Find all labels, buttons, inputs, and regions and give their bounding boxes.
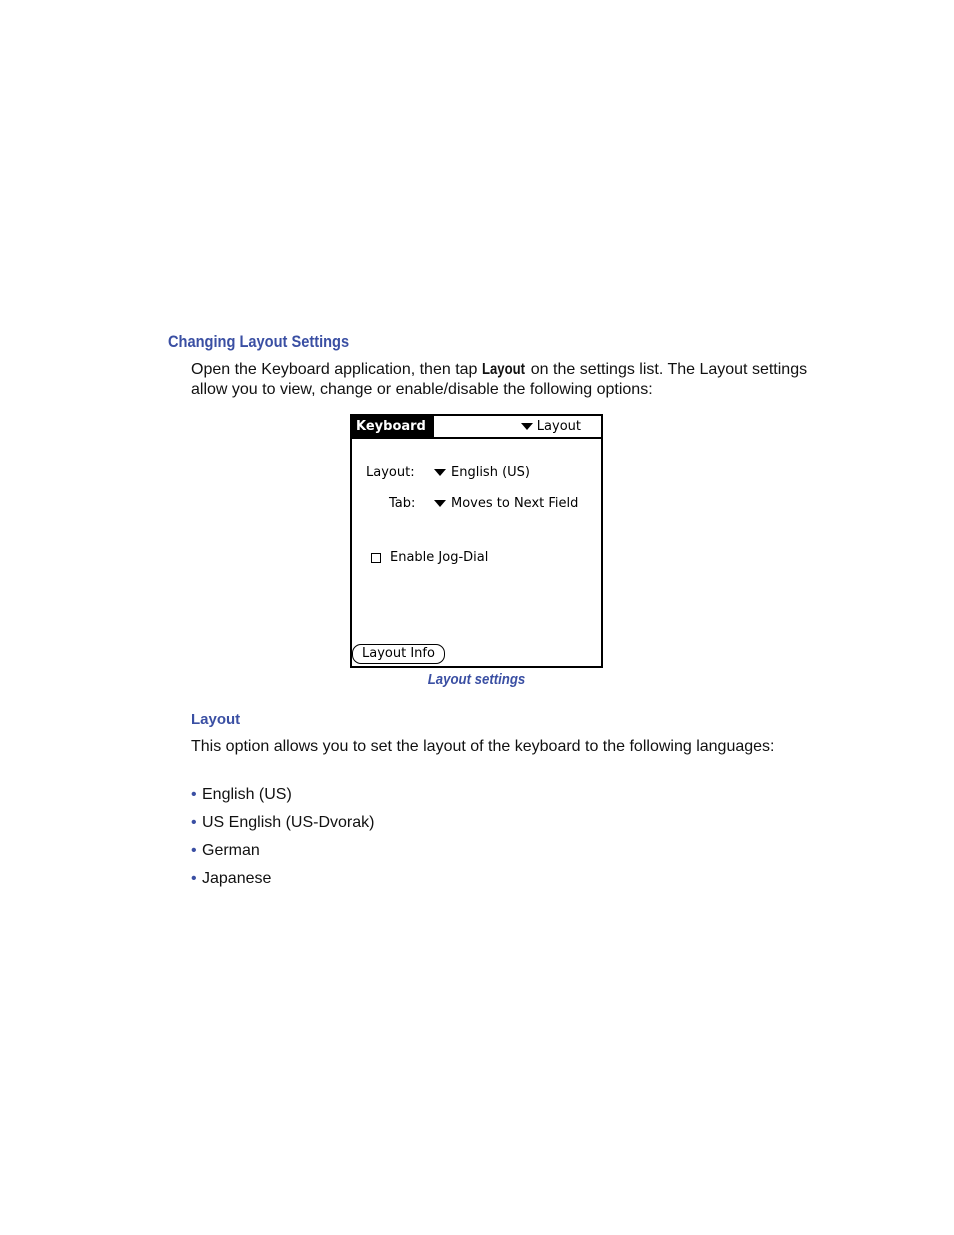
list-item	[191, 869, 374, 897]
dropdown-arrow-icon	[521, 423, 533, 430]
layout-info-button[interactable]: Layout Info	[352, 644, 445, 664]
figure-caption: Layout settings	[427, 671, 526, 688]
layout-picker[interactable]	[434, 465, 530, 480]
bullet-icon: •	[191, 842, 197, 859]
tab-label: Tab:	[389, 496, 416, 511]
jog-dial-checkbox[interactable]	[371, 553, 381, 563]
language-name: English (US)	[202, 786, 292, 803]
bullet-icon: •	[191, 786, 197, 803]
language-name: German	[202, 842, 260, 859]
screen-title-bar	[352, 416, 601, 439]
tab-row	[389, 496, 578, 511]
jog-dial-label: Enable Jog-Dial	[390, 550, 489, 565]
layout-row	[366, 465, 530, 480]
layout-keyword: Layout	[481, 361, 525, 378]
settings-menu-picker[interactable]	[521, 416, 581, 437]
bullet-icon: •	[191, 870, 197, 887]
intro-text-end: on the settings list. The Layout settings allow you to view, change or enable/disable the following options:	[191, 361, 808, 398]
section-heading: Changing Layout Settings	[168, 332, 350, 351]
layout-value: English (US)	[451, 465, 530, 480]
dropdown-arrow-icon	[434, 500, 446, 507]
tab-picker[interactable]	[434, 496, 578, 511]
language-name: US English (US-Dvorak)	[202, 814, 375, 831]
intro-text-start: Open the Keyboard application, then tap	[191, 361, 482, 378]
layout-label: Layout:	[366, 465, 415, 480]
language-name: Japanese	[202, 870, 272, 887]
tab-value: Moves to Next Field	[451, 496, 579, 511]
language-list	[191, 785, 374, 897]
bullet-icon: •	[191, 814, 197, 831]
screen-title: Keyboard	[352, 416, 434, 437]
list-item	[191, 841, 374, 869]
settings-menu-label: Layout	[536, 418, 581, 434]
dropdown-arrow-icon	[434, 469, 446, 476]
keyboard-settings-screenshot	[350, 414, 603, 668]
list-item	[191, 785, 374, 813]
intro-paragraph	[191, 360, 811, 400]
layout-description: This option allows you to set the layout of the keyboard to the following languages:	[191, 738, 775, 755]
list-item	[191, 813, 374, 841]
layout-subheading: Layout	[191, 711, 241, 728]
jog-dial-row[interactable]	[371, 550, 488, 565]
